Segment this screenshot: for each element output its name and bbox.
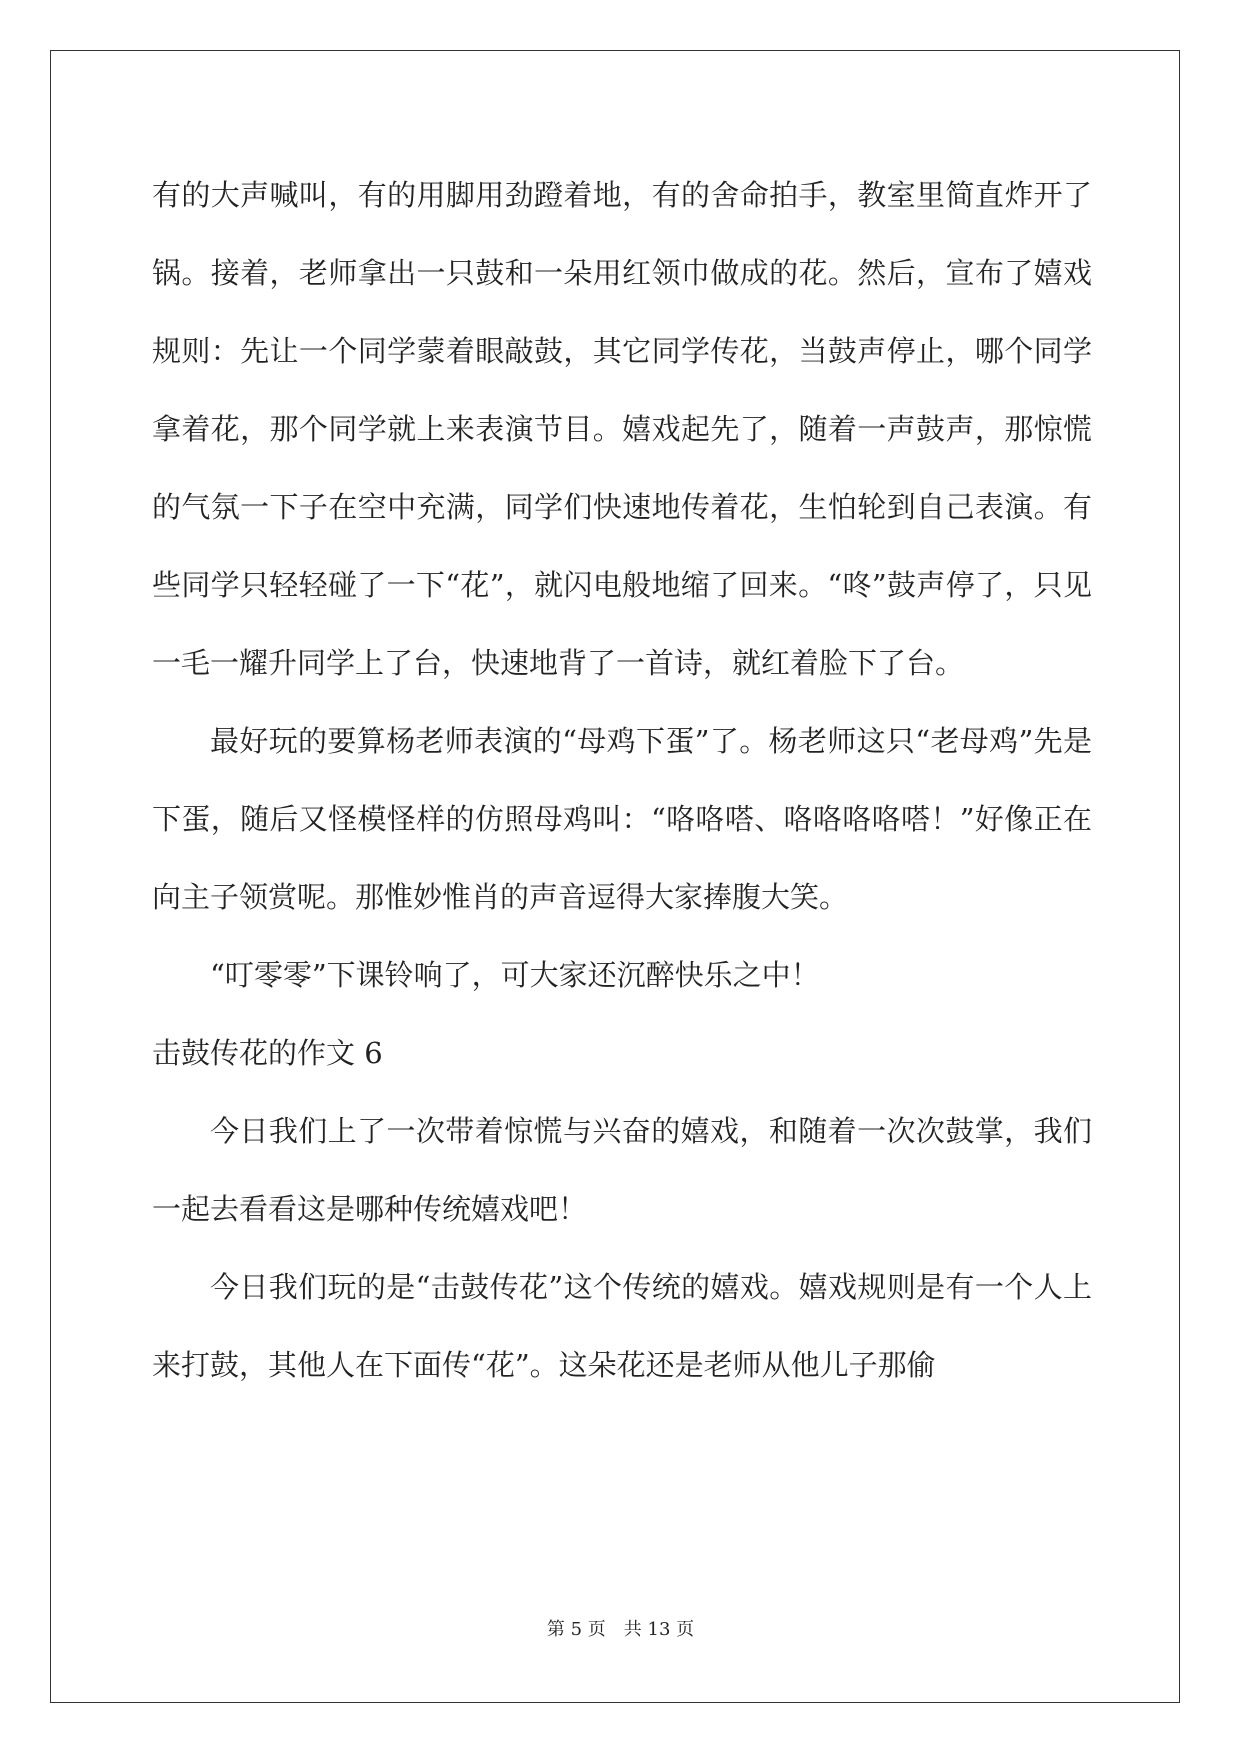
document-body xyxy=(152,156,1092,1404)
paragraph: “叮零零”下课铃响了，可大家还沉醉快乐之中！ xyxy=(210,958,820,992)
paragraph: 有的大声喊叫，有的用脚用劲蹬着地，有的舍命拍手，教室里简直炸开了锅。接着，老师拿出一只鼓和一朵用红领巾做成的花。然后，宣布了嬉戏规则：先让一个同学蒙着眼敲鼓，其它同学传花，当鼓声停止，哪个同学拿着花，那个同学就上来表演节目。嬉戏起先了，随着一声鼓声，那惊慌的气氛一下子在空中充满，同学们快速地传着花，生怕轮到自己表演。有些同学只轻轻碰了一下“花”，就闪电般地缩了回来。“咚”鼓声停了，只见一毛一耀升同学上了台，快速地背了一首诗，就红着脸下了台。 xyxy=(152,178,1092,680)
page-number-footer: 第 5 页 共 13 页 xyxy=(546,1619,695,1640)
section-title: 击鼓传花的作文 6 xyxy=(152,1036,383,1070)
paragraph: 今日我们玩的是“击鼓传花”这个传统的嬉戏。嬉戏规则是有一个人上来打鼓，其他人在下面传“花”。这朵花还是老师从他儿子那偷 xyxy=(152,1270,1092,1382)
paragraph: 最好玩的要算杨老师表演的“母鸡下蛋”了。杨老师这只“老母鸡”先是下蛋，随后又怪模怪样的仿照母鸡叫：“咯咯嗒、咯咯咯咯嗒！”好像正在向主子领赏呢。那惟妙惟肖的声音逗得大家捧腹大笑。 xyxy=(152,724,1092,914)
paragraph: 今日我们上了一次带着惊慌与兴奋的嬉戏，和随着一次次鼓掌，我们一起去看看这是哪种传统嬉戏吧！ xyxy=(152,1114,1092,1226)
